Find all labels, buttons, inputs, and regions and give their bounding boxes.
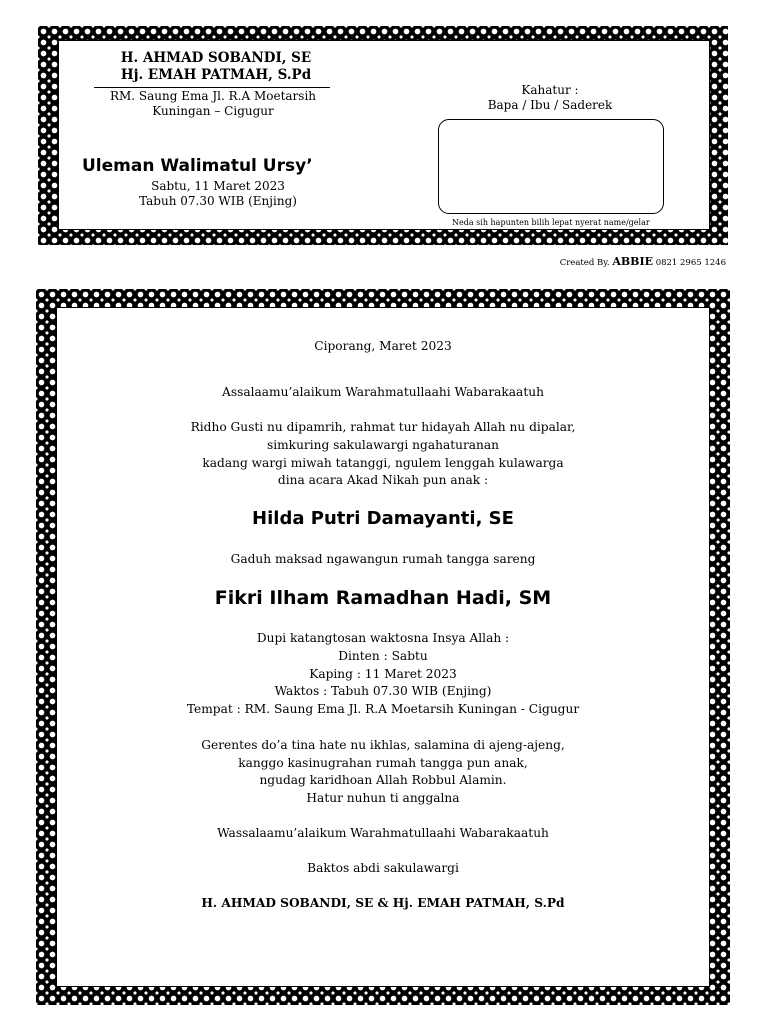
- place-date: Ciporang, Maret 2023: [314, 339, 452, 353]
- envelope-time: Tabuh 07.30 WIB (Enjing): [139, 194, 297, 208]
- closing-greeting: Wassalaamu’alaikum Warahmatullaahi Wabarakaatuh: [217, 826, 549, 840]
- credit-author: ABBIE: [612, 255, 653, 268]
- event-day: Dinten : Sabtu: [338, 649, 428, 663]
- sender-address-2: Kuningan – Cigugur: [152, 104, 274, 118]
- event-time: Waktos : Tabuh 07.30 WIB (Enjing): [274, 684, 492, 698]
- sender-name-2: Hj. EMAH PATMAH, S.Pd: [120, 67, 312, 83]
- intro-line-3: kadang wargi miwah tatanggi, ngulem lenggah kulawarga: [202, 456, 564, 470]
- credit-line: [460, 256, 726, 269]
- intro-line-4: dina acara Akad Nikah pun anak :: [277, 473, 489, 487]
- sender-address-1: RM. Saung Ema Jl. R.A Moetarsih: [109, 89, 317, 103]
- event-venue: Tempat : RM. Saung Ema Jl. R.A Moetarsih Kuningan - Cigugur: [186, 702, 580, 716]
- recipient-note: Neda sih hapunten bilih lepat nyerat name/gelar: [452, 218, 650, 227]
- sender-divider: [94, 87, 330, 88]
- credit-phone: 0821 2965 1246: [655, 258, 726, 268]
- groom-name: Fikri Ilham Ramadhan Hadi, SM: [214, 587, 552, 609]
- signature: H. AHMAD SOBANDI, SE & Hj. EMAH PATMAH, S.Pd: [201, 896, 565, 910]
- prayer-line-1: Gerentes do’a tina hate nu ikhlas, salamina di ajeng-ajeng,: [201, 738, 565, 752]
- recipient-salutation: Bapa / Ibu / Saderek: [487, 98, 613, 112]
- greeting: Assalaamu’alaikum Warahmatullaahi Wabarakaatuh: [222, 385, 544, 399]
- prayer-line-2: kanggo kasinugrahan rumah tangga pun anak,: [238, 756, 528, 770]
- joining-line: Gaduh maksad ngawangun rumah tangga sareng: [230, 552, 536, 566]
- prayer-line-3: ngudag karidhoan Allah Robbul Alamin.: [259, 773, 507, 787]
- recipient-address-box[interactable]: [438, 119, 664, 214]
- bride-name: Hilda Putri Damayanti, SE: [252, 508, 514, 529]
- envelope-date: Sabtu, 11 Maret 2023: [151, 179, 285, 193]
- recipient-label: Kahatur :: [521, 83, 579, 97]
- intro-line-2: simkuring sakulawargi ngahaturanan: [266, 438, 500, 452]
- intro-line-1: Ridho Gusti nu dipamrih, rahmat tur hidayah Allah nu dipalar,: [190, 420, 576, 434]
- prayer-line-4: Hatur nuhun ti anggalna: [306, 791, 460, 805]
- sender-name-1: H. AHMAD SOBANDI, SE: [120, 50, 312, 66]
- regards-line: Baktos abdi sakulawargi: [307, 861, 459, 875]
- credit-prefix: Created By.: [559, 258, 610, 268]
- schedule-intro: Dupi katangtosan waktosna Insya Allah :: [256, 631, 510, 645]
- envelope-title: Uleman Walimatul Ursy’: [82, 156, 313, 176]
- event-date: Kaping : 11 Maret 2023: [309, 667, 457, 681]
